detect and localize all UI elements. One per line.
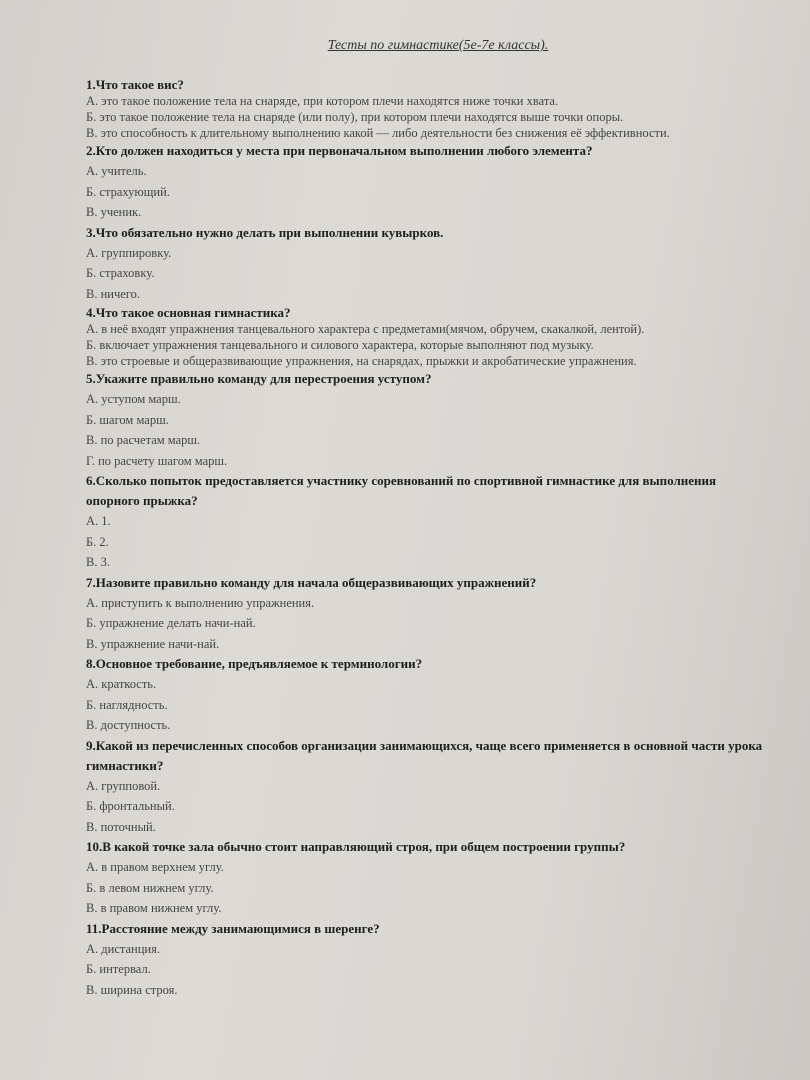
question-text: 1.Что такое вис? [86,77,184,92]
question-1 [86,76,770,141]
question-text: 4.Что такое основная гимнастика? [86,305,291,320]
answer-option: В. ничего. [86,286,140,301]
answer-option: В. поточный. [86,819,156,834]
question-10 [86,837,770,919]
answer-option: А. это такое положение тела на снаряде, при котором плечи находятся ниже точки хвата. [86,94,559,108]
answer-option: Б. в левом нижнем углу. [86,880,214,895]
question-8 [86,654,770,736]
answer-option: Б. шагом марш. [86,412,169,427]
answer-option: А. в правом верхнем углу. [86,860,224,874]
answer-option: В. это строевые и общеразвивающие упражнения, на снарядах, прыжки и акробатические упражнения. [86,354,637,368]
question-text: 3.Что обязательно нужно делать при выполнении кувырков. [86,224,444,240]
answer-option: В. в правом нижнем углу. [86,901,222,915]
answer-option: В. доступность. [86,718,171,732]
question-list [86,76,770,1000]
answer-option: Б. это такое положение тела на снаряде (или полу), при котором плечи находятся выше точки опоры. [86,110,624,124]
question-4 [86,304,770,369]
answer-option: В. по расчетам марш. [86,433,201,447]
question-text: 9.Какой из перечисленных способов организации занимающихся, чаще всего применяется в основной части урока гимнастики? [86,737,763,773]
answer-option: А. уступом марш. [86,392,181,406]
answer-option: Б. страховку. [86,266,155,280]
question-text: 8.Основное требование, предъявляемое к терминологии? [86,656,423,671]
answer-option: А. в неё входят упражнения танцевального характера с предметами(мячом, обручем, скакалкой, лентой). [86,322,645,336]
question-9 [86,736,770,838]
question-11 [86,919,770,1001]
question-3 [86,223,770,305]
answer-option: Б. упражнение делать начи-най. [86,616,256,630]
answer-option: Б. интервал. [86,962,151,976]
answer-option: В. ученик. [86,205,142,219]
question-text: 11.Расстояние между занимающимися в шеренге? [86,920,380,936]
answer-option: А. дистанция. [86,941,160,956]
question-text: 7.Назовите правильно команду для начала общеразвивающих упражнений? [86,574,537,590]
answer-option: В. упражнение начи-най. [86,636,220,651]
answer-option: Б. наглядность. [86,697,168,712]
answer-option: Б. 2. [86,534,109,549]
answer-option: А. 1. [86,514,111,528]
answer-option: А. группировку. [86,245,172,260]
question-7 [86,573,770,655]
answer-option: Б. страхующий. [86,184,170,199]
answer-option: А. краткость. [86,677,157,691]
document-title: Тесты по гимнастике(5е-7е классы). [327,38,549,53]
question-text: 6.Сколько попыток предоставляется участнику соревнований по спортивной гимнастике для выполнения опорного прыжка? [86,473,717,508]
question-text: 10.В какой точке зала обычно стоит направляющий строя, при общем построении группы? [86,839,626,854]
question-5 [86,369,770,471]
answer-option: В. ширина строя. [86,982,178,997]
question-2 [86,141,770,223]
answer-option: А. учитель. [86,164,147,178]
answer-option: А. групповой. [86,778,161,793]
answer-option: В. это способность к длительному выполнению какой — либо деятельности без снижения её эффективности. [86,126,670,140]
answer-option: Б. фронтальный. [86,799,175,813]
answer-option: Б. включает упражнения танцевального и силового характера, которые выполняют под музыку. [86,338,594,352]
answer-option: Г. по расчету шагом марш. [86,453,228,468]
question-text: 5.Укажите правильно команду для перестроения уступом? [86,371,432,386]
question-text: 2.Кто должен находиться у места при первоначальном выполнении любого элемента? [86,143,593,158]
answer-option: В. 3. [86,555,110,569]
question-6 [86,471,770,573]
answer-option: А. приступить к выполнению упражнения. [86,595,315,610]
